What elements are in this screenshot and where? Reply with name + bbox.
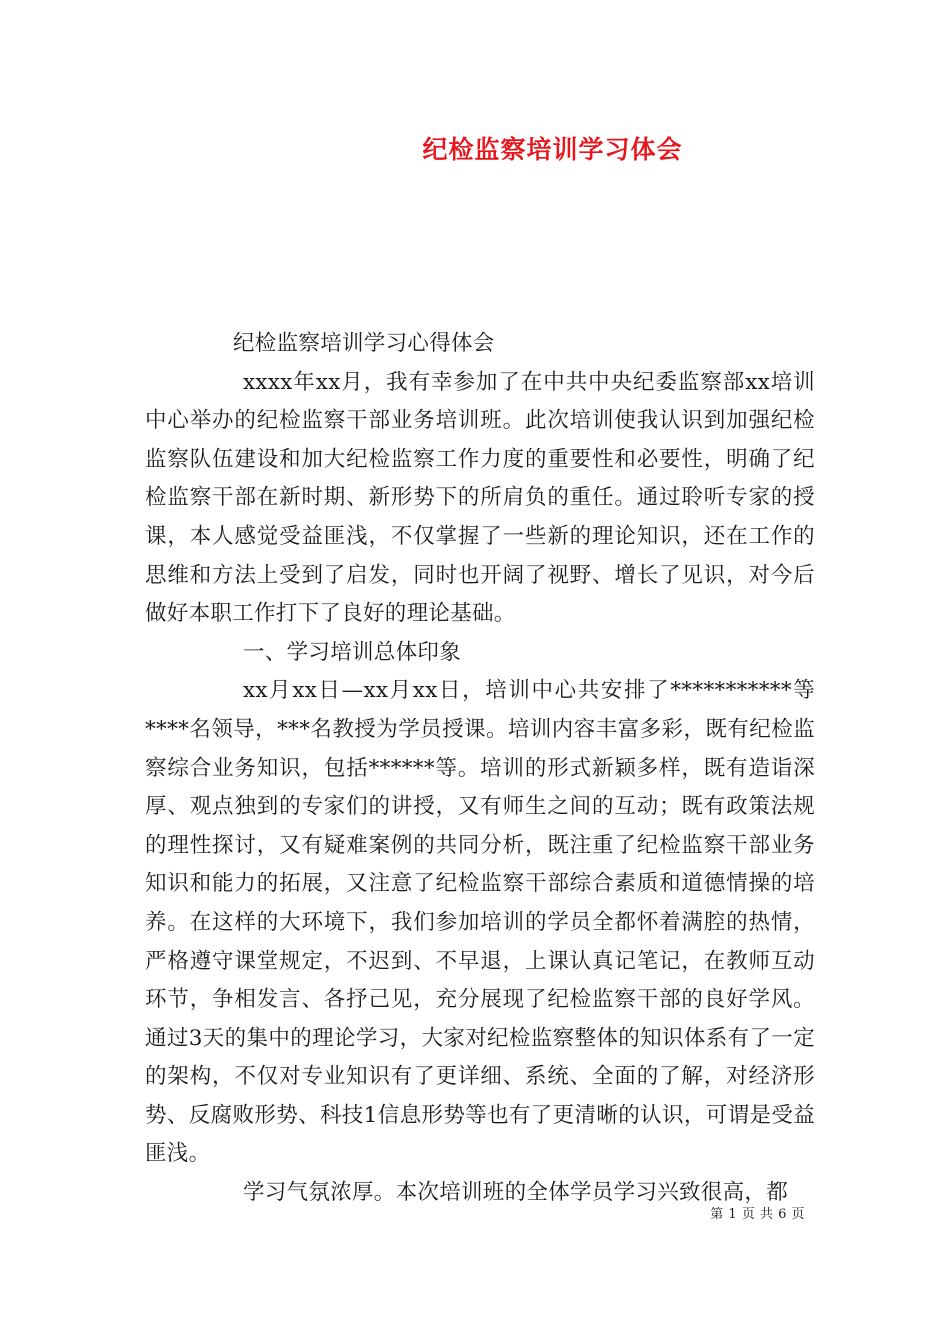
page-number: 第 1 页 共 6 页: [710, 1207, 805, 1222]
section-paragraph-1: xx月xx日—xx月xx日，培训中心共安排了***********等****名领导，***名教授为学员授课。培训内容丰富多彩，既有纪检监察综合业务知识，包括******等。培训的形式新颖多样，既有造诣深厚、观点独到的专家们的讲授，又有师生之间的互动；既有政策法规的理性探讨，又有疑难案例的共同分析，既注重了纪检监察干部业务知识和能力的拓展，又注意了纪检监察干部综合素质和道德情操的培养。在这样的大环境下，我们参加培训的学员全都怀着满腔的热情，严格遵守课堂规定，不迟到、不早退，上课认真记笔记，在教师互动环节，争相发言、各抒己见，充分展现了纪检监察干部的良好学风。通过3天的集中的理论学习，大家对纪检监察整体的知识体系有了一定的架构，不仅对专业知识有了更详细、系统、全面的了解，对经济形势、反腐败形势、科技1信息形势等也有了更清晰的认识，可谓是受益匪浅。: [145, 678, 815, 1167]
intro-paragraph: xxxx年xx月，我有幸参加了在中共中央纪委监察部xx培训中心举办的纪检监察干部业务培训班。此次培训使我认识到加强纪检监察队伍建设和加大纪检监察工作力度的重要性和必要性，明确了纪检监察干部在新时期、新形势下的所肩负的重任。通过聆听专家的授课，本人感觉受益匪浅，不仅掌握了一些新的理论知识，还在工作的思维和方法上受到了启发，同时也开阔了视野、增长了见识，对今后做好本职工作打下了良好的理论基础。: [145, 369, 815, 627]
section-heading: 一、学习培训总体印象: [243, 639, 462, 665]
section-paragraph-2: 学习气氛浓厚。本次培训班的全体学员学习兴致很高，都: [243, 1180, 789, 1206]
document-body: [145, 325, 815, 1213]
document-subtitle: 纪检监察培训学习心得体会: [233, 331, 495, 356]
document-title: 纪检监察培训学习体会: [422, 135, 683, 164]
